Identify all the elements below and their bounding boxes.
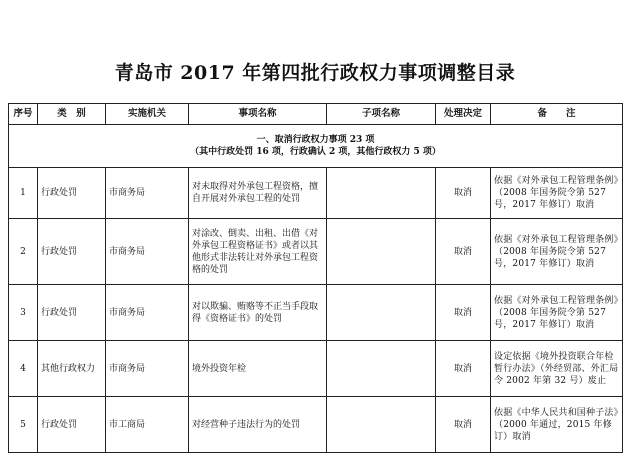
cell-category: 行政处罚 [38,219,106,285]
header-item: 事项名称 [189,104,327,125]
cell-seq: 3 [9,285,38,341]
cell-category: 行政处罚 [38,168,106,219]
cell-agency: 市商务局 [106,219,189,285]
cell-agency: 市工商局 [106,397,189,453]
cell-note: 依据《中华人民共和国种子法》（2000 年通过，2015 年修订）取消 [491,397,623,453]
cell-decision: 取消 [436,219,491,285]
document-title: 青岛市 2017 年第四批行政权力事项调整目录 [114,62,516,84]
cell-seq: 2 [9,219,38,285]
section-line-1: 一、取消行政权力事项 23 项 [256,135,375,145]
table-header-row [9,104,623,125]
cell-item: 对涂改、倒卖、出租、出借《对外承包工程资格证书》或者以其他形式非法转让对外承包工程资格的处罚 [189,219,327,285]
section-line-2: （其中行政处罚 16 项，行政确认 2 项，其他行政权力 5 项） [190,147,441,157]
cell-agency: 市商务局 [106,341,189,397]
header-decision: 处理决定 [436,104,491,125]
cell-note: 设定依据《境外投资联合年检暂行办法》（外经贸部、外汇局令 2002 年第 32 号）废止 [491,341,623,397]
adjustment-table [8,103,623,453]
cell-decision: 取消 [436,285,491,341]
cell-subitem [327,285,436,341]
cell-agency: 市商务局 [106,168,189,219]
section-row [9,125,623,168]
cell-note: 依据《对外承包工程管理条例》（2008 年国务院令第 527 号，2017 年修订）取消 [491,285,623,341]
cell-note: 依据《对外承包工程管理条例》（2008 年国务院令第 527 号，2017 年修订）取消 [491,168,623,219]
cell-subitem [327,219,436,285]
header-category: 类 别 [38,104,106,125]
table-row [9,219,623,285]
header-subitem: 子项名称 [327,104,436,125]
cell-agency: 市商务局 [106,285,189,341]
section-heading [9,125,623,168]
cell-category: 行政处罚 [38,285,106,341]
cell-subitem [327,168,436,219]
cell-note: 依据《对外承包工程管理条例》（2008 年国务院令第 527 号，2017 年修订）取消 [491,219,623,285]
cell-category: 其他行政权力 [38,341,106,397]
cell-item: 对以欺骗、贿赂等不正当手段取得《资格证书》的处罚 [189,285,327,341]
cell-item: 境外投资年检 [189,341,327,397]
table-row [9,285,623,341]
cell-seq: 5 [9,397,38,453]
cell-category: 行政处罚 [38,397,106,453]
cell-decision: 取消 [436,341,491,397]
table-row [9,397,623,453]
cell-subitem [327,397,436,453]
cell-seq: 1 [9,168,38,219]
cell-decision: 取消 [436,397,491,453]
header-seq: 序号 [9,104,38,125]
cell-decision: 取消 [436,168,491,219]
table-row [9,341,623,397]
cell-seq: 4 [9,341,38,397]
cell-item: 对未取得对外承包工程资格，擅自开展对外承包工程的处罚 [189,168,327,219]
header-agency: 实施机关 [106,104,189,125]
table-row [9,168,623,219]
cell-subitem [327,341,436,397]
cell-item: 对经营种子违法行为的处罚 [189,397,327,453]
header-note: 备 注 [491,104,623,125]
